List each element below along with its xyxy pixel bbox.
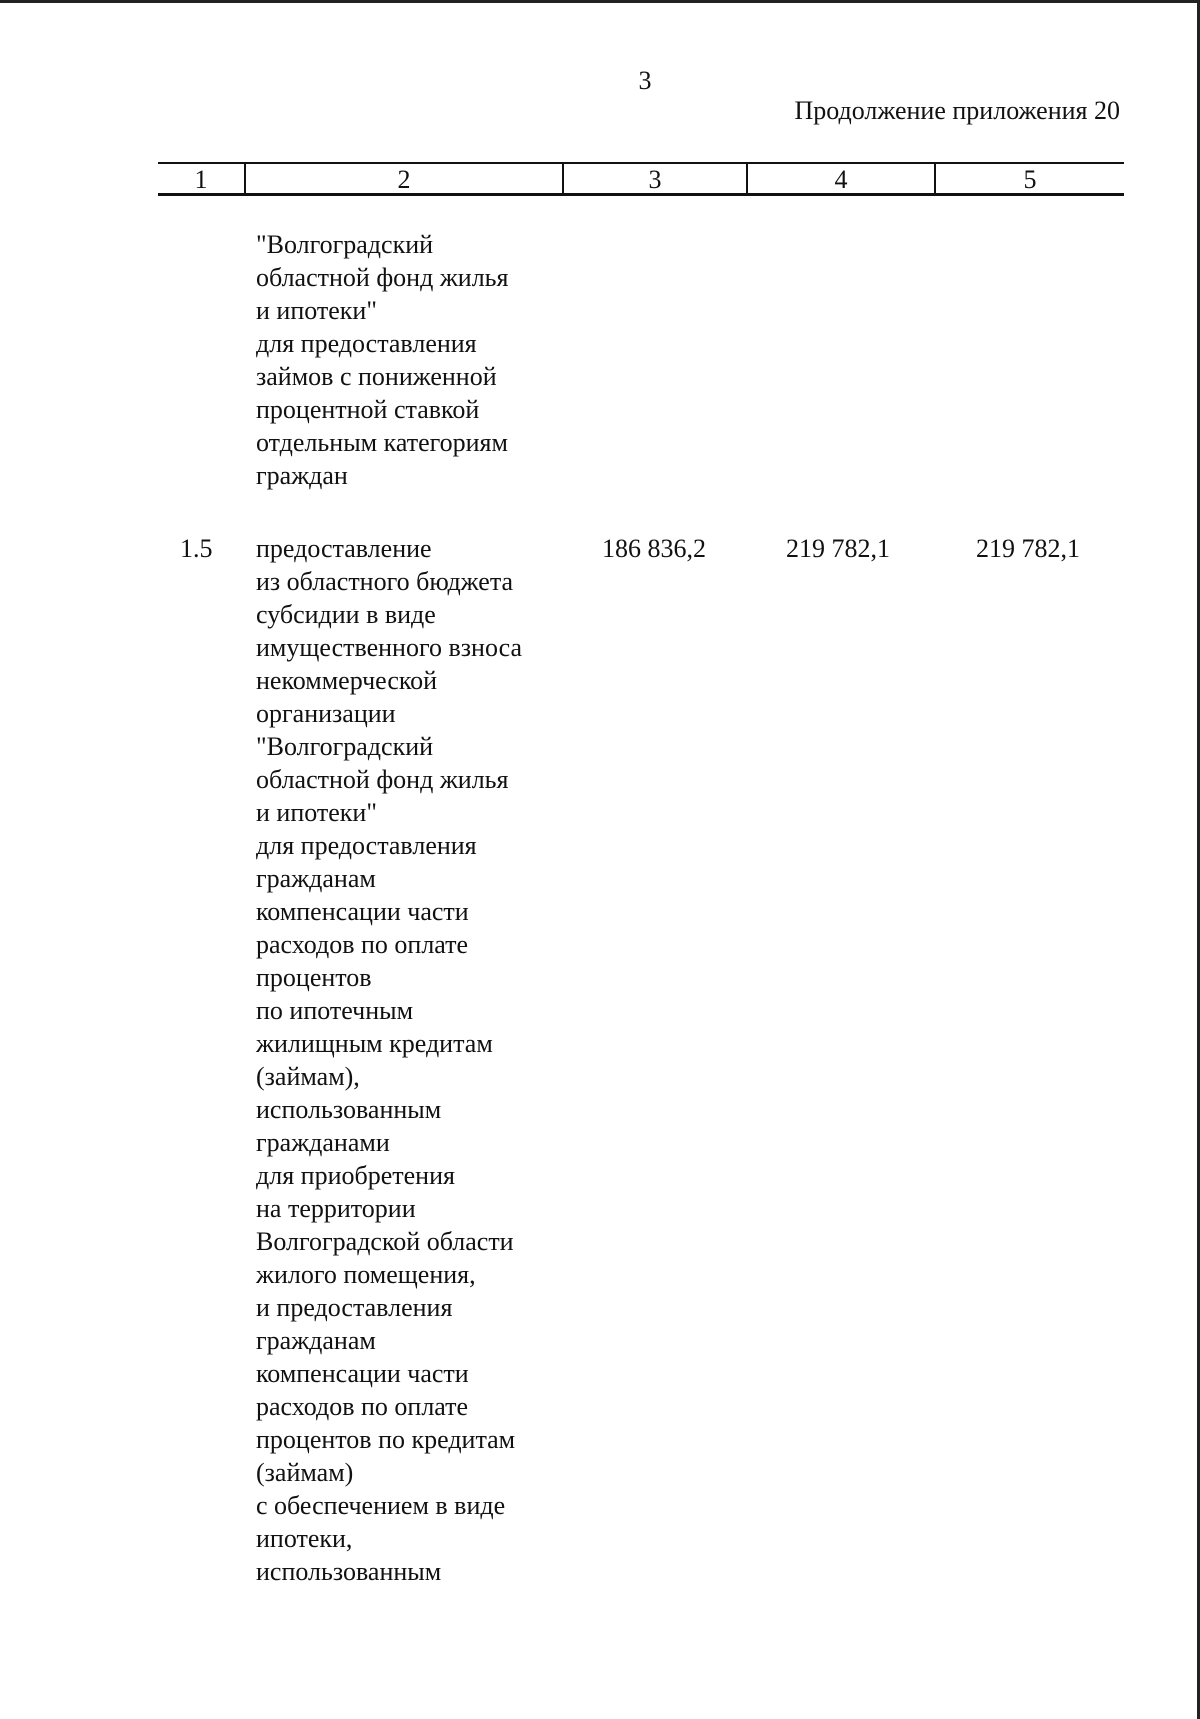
description-line: из областного бюджета [256, 567, 514, 596]
description-line: "Волгоградский [256, 230, 434, 259]
description-line: для приобретения [256, 1161, 455, 1190]
description-line: гражданами [256, 1128, 390, 1157]
table-header [158, 162, 1124, 196]
description-line: отдельным категориям [256, 428, 508, 457]
header-col-1: 1 [194, 165, 208, 194]
header-col-3: 3 [648, 165, 662, 194]
row-value-col4: 219 782,1 [786, 534, 890, 563]
description-line: и предоставления [256, 1293, 453, 1322]
row-number: 1.5 [180, 534, 213, 563]
page-frame-top [0, 0, 1200, 3]
description-line: жилого помещения, [256, 1260, 476, 1289]
description-line: по ипотечным [256, 996, 414, 1025]
annex-caption: Продолжение приложения 20 [794, 96, 1120, 125]
description-line: процентной ставкой [256, 395, 480, 424]
header-col-4: 4 [834, 165, 848, 194]
description-line: и ипотеки" [256, 296, 377, 325]
page-number: 3 [638, 66, 652, 95]
row-description [256, 532, 522, 1588]
description-line: гражданам [256, 1326, 376, 1355]
description-line: областной фонд жилья [256, 765, 509, 794]
continuation-description [256, 228, 508, 492]
description-line: (займам), [256, 1062, 360, 1091]
header-col-2: 2 [397, 165, 411, 194]
row-value-col3: 186 836,2 [602, 534, 706, 563]
header-col-5: 5 [1023, 165, 1037, 194]
description-line: и ипотеки" [256, 798, 377, 827]
description-line: расходов по оплате [256, 1392, 469, 1421]
description-line: с обеспечением в виде [256, 1491, 506, 1520]
description-line: некоммерческой [256, 666, 438, 695]
description-line: расходов по оплате [256, 930, 469, 959]
description-line: компенсации части [256, 1359, 469, 1388]
description-line: предоставление [256, 534, 432, 563]
description-line: процентов по кредитам [256, 1425, 516, 1454]
description-line: для предоставления [256, 831, 477, 860]
description-line: использованным [256, 1095, 442, 1124]
description-line: для предоставления [256, 329, 477, 358]
description-line: ипотеки, [256, 1524, 353, 1553]
description-line: (займам) [256, 1458, 354, 1487]
description-line: на территории [256, 1194, 416, 1223]
description-line: граждан [256, 461, 348, 490]
description-line: компенсации части [256, 897, 469, 926]
description-line: жилищным кредитам [256, 1029, 493, 1058]
description-line: Волгоградской области [256, 1227, 514, 1256]
description-line: областной фонд жилья [256, 263, 509, 292]
description-line: использованным [256, 1557, 442, 1586]
row-value-col5: 219 782,1 [976, 534, 1080, 563]
description-line: имущественного взноса [256, 633, 522, 662]
description-line: гражданам [256, 864, 376, 893]
description-line: "Волгоградский [256, 732, 434, 761]
description-line: процентов [256, 963, 372, 992]
description-line: займов с пониженной [256, 362, 497, 391]
description-line: субсидии в виде [256, 600, 436, 629]
description-line: организации [256, 699, 396, 728]
